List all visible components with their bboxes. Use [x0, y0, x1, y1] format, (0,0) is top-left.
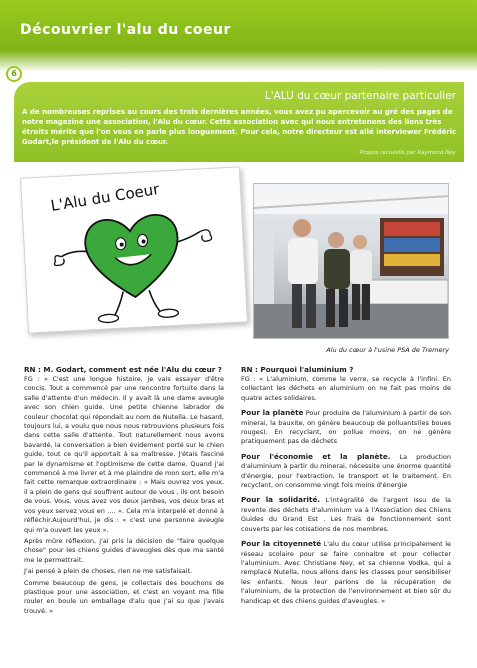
event-photo — [253, 183, 449, 339]
paragraph: J'ai pensé à plein de choses, rien ne me satisfaisait. — [24, 567, 193, 576]
point-item — [241, 495, 451, 534]
article-subtitle: L'ALU du cœur partenaire particulier — [264, 90, 456, 102]
right-column — [241, 365, 451, 608]
interview-question: RN : M. Godart, comment est née l'Alu du cœur ? — [24, 365, 222, 374]
point-lead: Pour la planète — [241, 408, 304, 418]
paragraph: Comme beaucoup de gens, je collectais des bouchons de plastique pour une association, et c'est en voyant ma fille rouler en boule un emballage d'alu que j'ai su que j'avais trouvé. » — [24, 578, 224, 615]
heart-mascot-icon — [21, 167, 249, 334]
point-lead: Pour la solidarité. — [241, 495, 321, 505]
point-item — [241, 539, 451, 606]
left-column — [24, 365, 224, 618]
article-intro: A de nombreuses reprises au cours des trois dernières années, vous avez pu apercevoir au gré des pages de notre magazine une association, l'Alu du cœur. Cette association avec qui nous entretenons des liens très étroits mérite que l'on vous en parle plus longuement. Pour cela, notre directeur est allé interviewer Frédéric Godart,le président de l'Alu du cœur. — [22, 108, 457, 146]
article-credit: Propos recueillis par Raymond Ney — [359, 150, 456, 156]
point-item — [241, 408, 451, 447]
paragraph: Après mûre réflexion, j'ai pris la décision de "faire quelque chose" pour les chiens guides d'aveugles dès que ma santé me le permettrait. — [24, 536, 224, 564]
paragraph: FG : « L'aluminium, comme le verre, se recycle à l'infini. En collectant les déchets en aluminium on ne fait pas moins de quatre actes solidaires. — [241, 375, 451, 402]
page-marker: 6 — [6, 66, 22, 82]
logo-card — [20, 166, 248, 333]
photo-caption: Alu du cœur à l'usine PSA de Tremery — [326, 346, 449, 354]
point-text: Pour produire de l'aluminium à partir de son minerai, la bauxite, on génère beaucoup de polluants(les boues rouges). En recyclant, on pollue moins, on ne génère pratiquement pas de déchets — [241, 409, 451, 446]
point-text: L'intégralité de l'argent issu de la revente des déchets d'aluminium va à l'Association des Chiens Guides du Grand Est . Les frais de fonctionnement sont couverts par les cotisations de nos membres. — [241, 496, 451, 533]
page-title: Découvrier l'alu du coeur — [20, 22, 231, 38]
logo-title: L'Alu du Coeur — [49, 179, 161, 215]
interview-question: RN : Pourquoi l'aluminium ? — [241, 365, 354, 374]
point-text: La production d'aluminium à partir du minerai, nécessite une énorme quantité d'énergie, pour l'extraction, le transport et le traitement. En recyclant, on consomme vingt fois moins d'énergie — [241, 452, 451, 490]
point-lead: Pour l'économie et la planète. — [241, 451, 391, 461]
point-item — [241, 452, 451, 491]
point-lead: Pour la citoyenneté — [241, 539, 322, 549]
point-text: L'alu du cœur utilise principalement le réseau scolaire pour se faire connaitre et pour collecter l'aluminium. Avec Christiane Ney, et sa chienne Vodka, qui a remplacé Nutella, nous allons dans les classes pour sensibiliser les enfants. Nous leur parlons de la récupération de l'aluminium, de la protection de l'environnement et bien sûr du handicap et des chiens guides d'aveugles. » — [241, 540, 451, 605]
paragraph: FG : « C'est une longue histoire, je vais essayer d'être concis. Tout a commencé par une rencontre fortuite dans la salle d'attente d'un médecin. Il y avait là une dame aveugle avec son chien guide. Une petite chienne labrador de couleur chocolat qui répondait au nom de Nutella. Le hasard, toujours lui, a voulu que nous nous retrouvions plusieurs fois dans cette salle d'attente. Tout naturellement nous avons bavardé, la conversation a bien évidement porté sur le chien guide, tout ce qu'il apportait à sa maîtresse. J'étais fasciné par le dynamisme et l'optimisme de cette dame. Quand j'ai commencé à me livrer et à me plaindre de mon sort, elle m'a fait cette remarque extraordinaire : « Mais ouvrez vos yeux, il a plein de gens qui souffrent autour de vous , ils ont besoin de vous. Vous, vous avez vos deux jambes, vos deux bras et vos yeux servez vous en …. ». Cela m'a interpelé et donné à réfléchir.Aujourd'hui, je dis : « c'est une personne aveugle qui m'a ouvert les yeux ». — [24, 375, 224, 534]
event-photo-illustration — [254, 184, 449, 339]
